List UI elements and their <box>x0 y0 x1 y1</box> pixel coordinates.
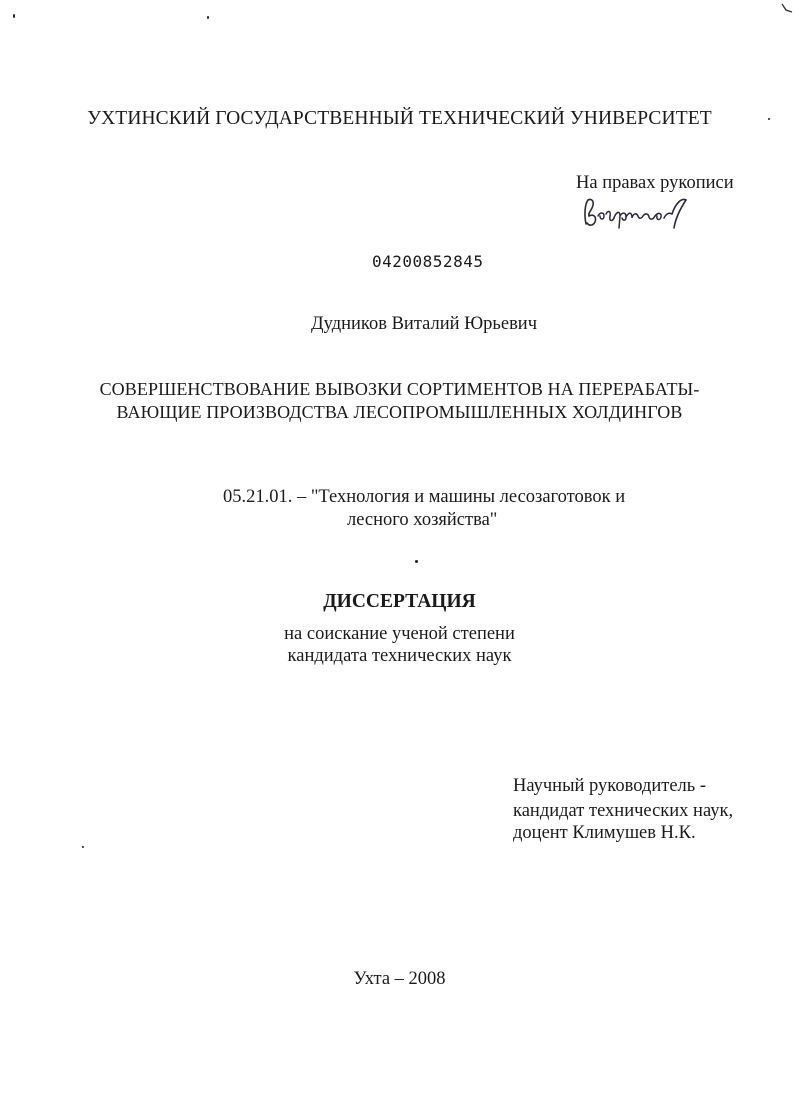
scan-speck <box>207 16 209 19</box>
city-year: Ухта – 2008 <box>353 969 446 989</box>
university-name: УХТИНСКИЙ ГОСУДАРСТВЕННЫЙ ТЕХНИЧЕСКИЙ УНИВЕРСИТЕТ <box>87 108 712 129</box>
supervisor-line-2: кандидат технических наук, <box>513 801 734 821</box>
handwritten-signature <box>578 192 698 234</box>
scan-speck <box>13 14 15 18</box>
author-name: Дудников Виталий Юрьевич <box>311 314 538 334</box>
thesis-title-line-1: СОВЕРШЕНСТВОВАНИЕ ВЫВОЗКИ СОРТИМЕНТОВ НА ПЕРЕРАБАТЫ- <box>99 379 700 399</box>
registration-number: 04200852845 <box>372 252 484 271</box>
supervisor-line-3: доцент Климушев Н.К. <box>513 823 696 843</box>
document-type-heading: ДИССЕРТАЦИЯ <box>323 591 476 612</box>
thesis-title-line-2: ВАЮЩИЕ ПРОИЗВОДСТВА ЛЕСОПРОМЫШЛЕННЫХ ХОЛДИНГОВ <box>116 402 683 422</box>
scan-mark <box>780 2 794 14</box>
specialty-line-2: лесного хозяйства" <box>347 510 498 530</box>
degree-line-2: кандидата технических наук <box>287 646 512 666</box>
manuscript-note: На правах рукописи <box>576 173 734 193</box>
scan-speck <box>415 560 418 563</box>
supervisor-line-1: Научный руководитель - <box>513 776 706 796</box>
scan-speck <box>768 118 770 120</box>
specialty-line-1: 05.21.01. – "Технология и машины лесозаготовок и <box>223 487 626 507</box>
scan-speck <box>82 846 84 848</box>
degree-line-1: на соискание ученой степени <box>284 624 515 644</box>
